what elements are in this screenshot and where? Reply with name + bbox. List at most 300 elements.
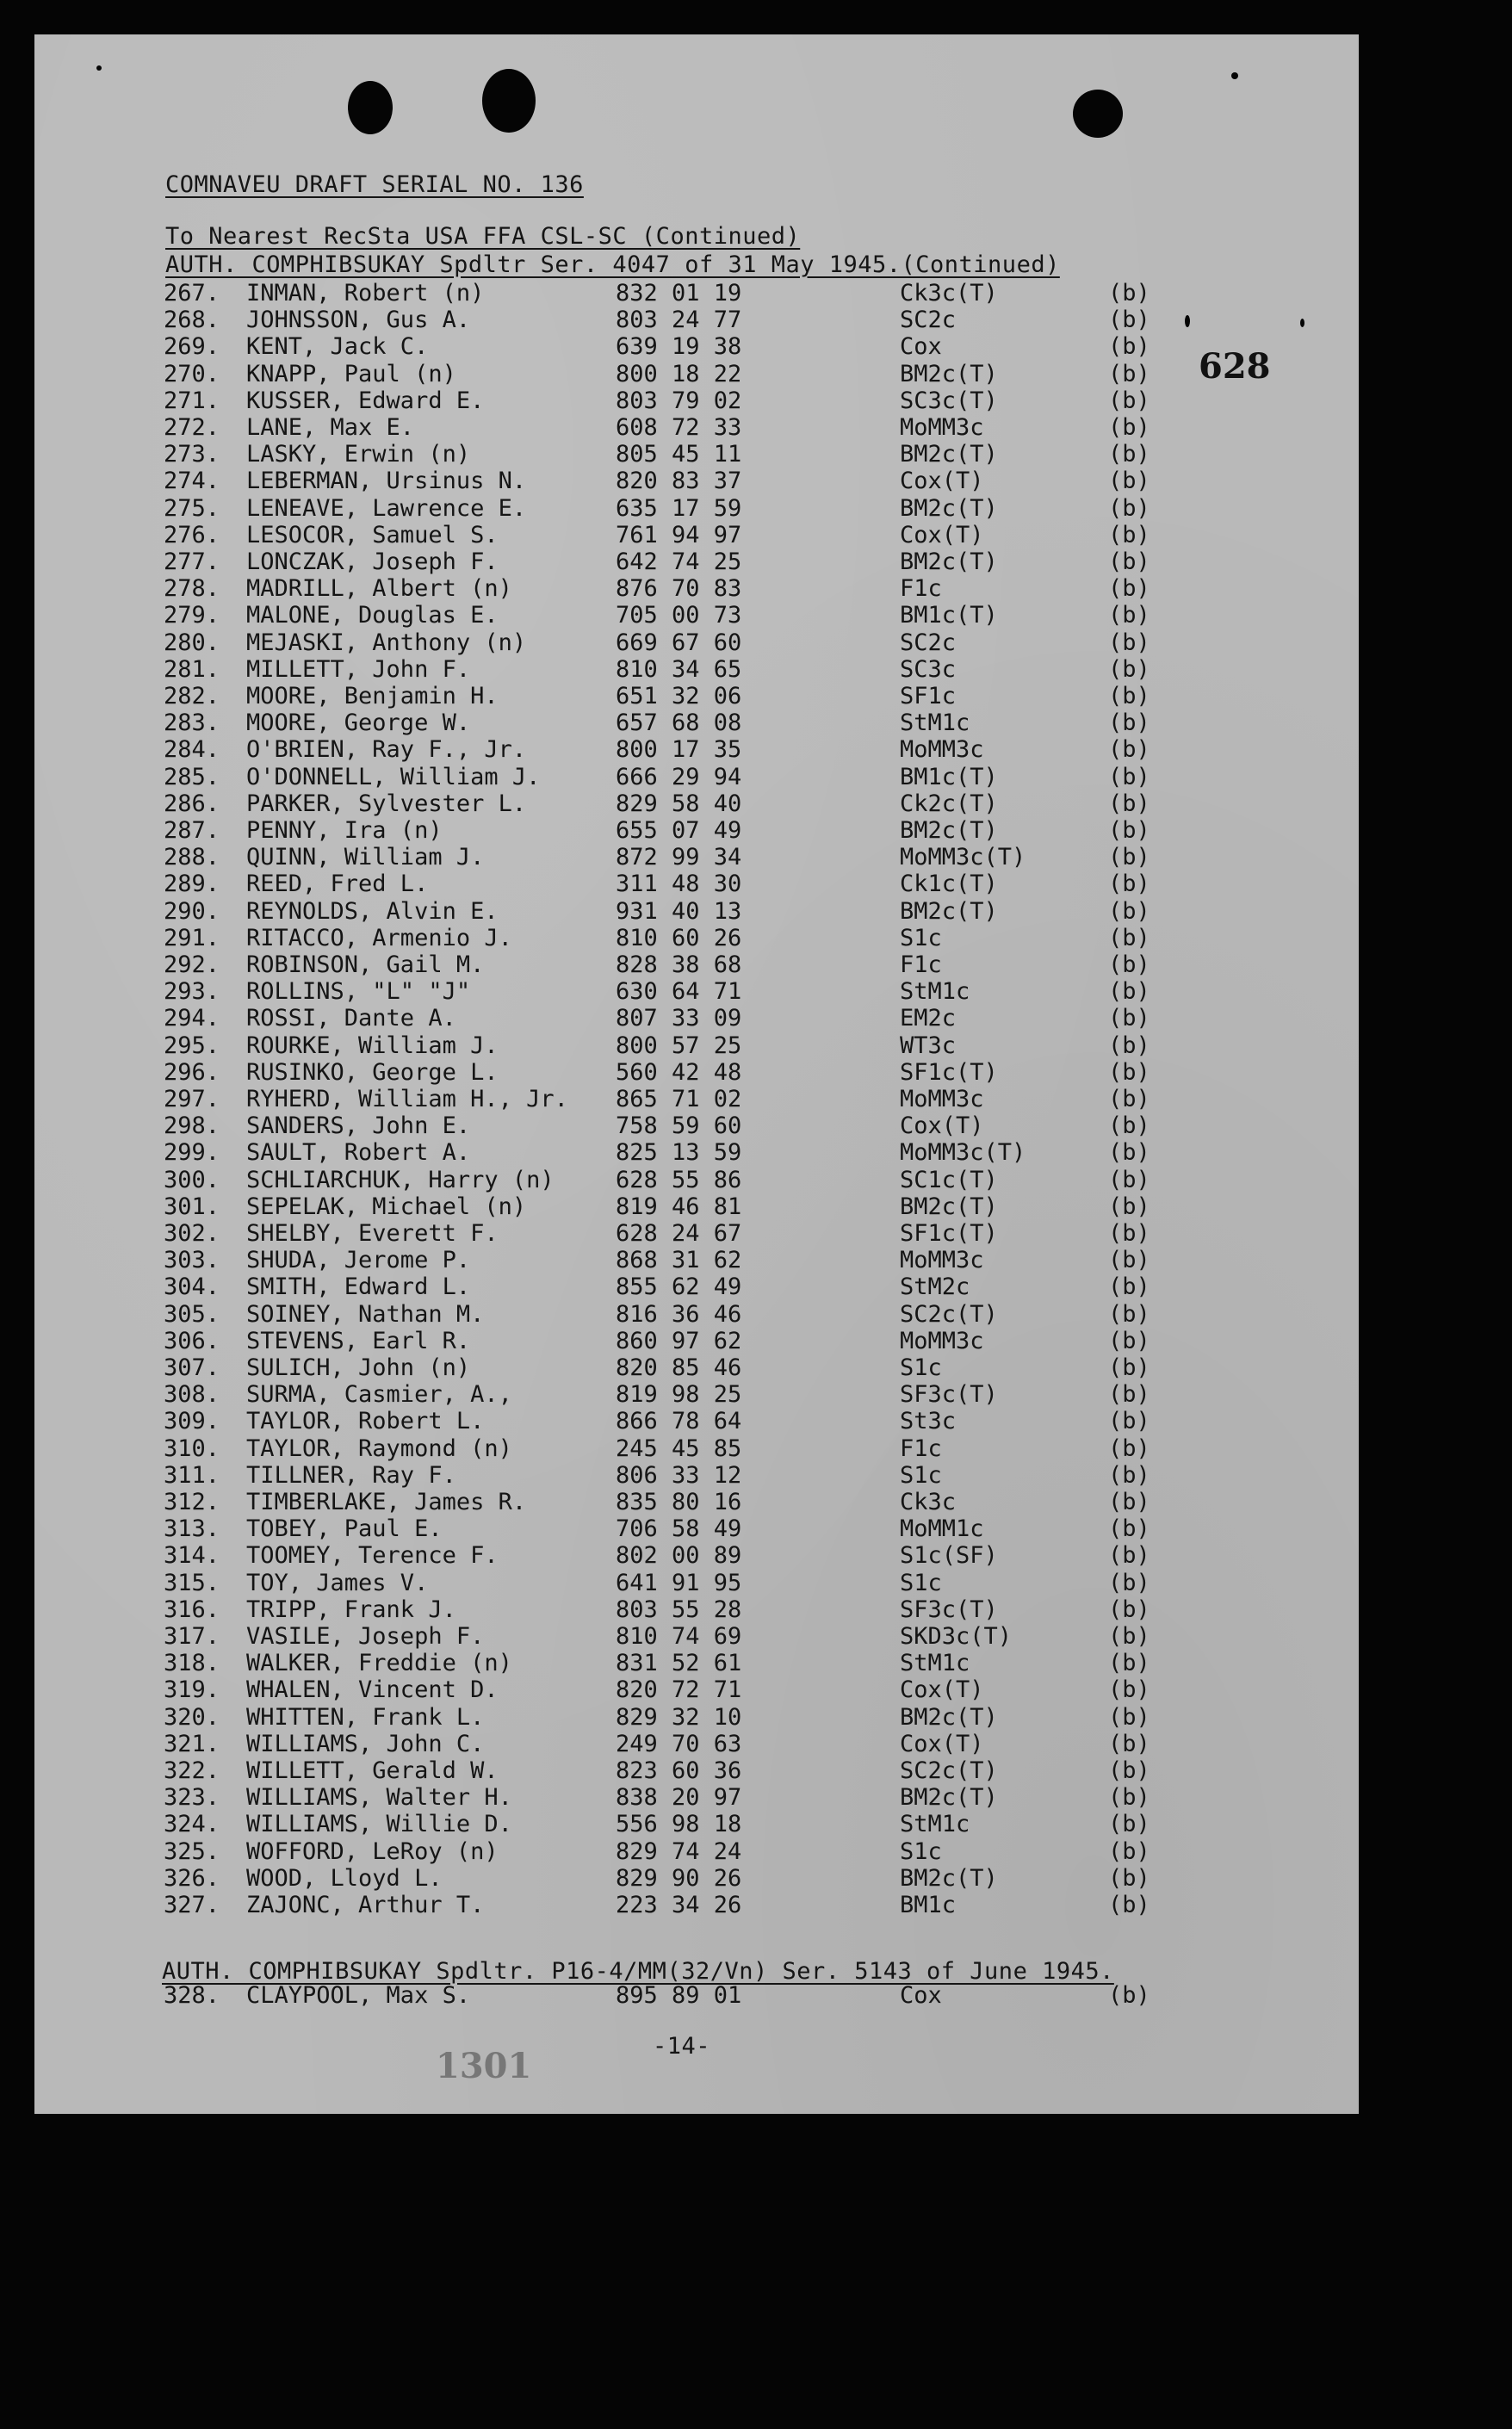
row-number: 319. (164, 1676, 220, 1704)
row-code: (b) (1108, 1461, 1150, 1489)
row-name: STEVENS, Earl R. (246, 1327, 471, 1354)
dust-speck (1231, 72, 1238, 79)
row-name: WILLETT, Gerald W. (246, 1757, 499, 1784)
row-rate: Cox (900, 333, 942, 361)
row-rate: BM2c(T) (900, 1703, 998, 1731)
row-code: (b) (1108, 1489, 1150, 1515)
row-name: TAYLOR, Robert L. (246, 1408, 485, 1435)
row-number: 327. (164, 1892, 220, 1918)
row-code: (b) (1108, 1300, 1150, 1328)
row-service-number: 803 24 77 (616, 307, 742, 334)
row-code: (b) (1108, 1811, 1150, 1838)
list-row (34, 333, 1359, 360)
row-name: TOY, James V. (246, 1569, 429, 1596)
row-rate: BM2c(T) (900, 817, 998, 844)
row-rate: StM2c (900, 1273, 970, 1301)
list-row (34, 1650, 1359, 1676)
row-code: (b) (1108, 1139, 1150, 1167)
row-number: 325. (164, 1837, 220, 1865)
row-number: 280. (164, 629, 220, 656)
row-name: TILLNER, Ray F. (246, 1461, 456, 1489)
row-code: (b) (1108, 1569, 1150, 1596)
page-stamp-number: 628 (1199, 346, 1271, 387)
row-number: 314. (164, 1542, 220, 1570)
row-number: 278. (164, 575, 220, 603)
list-row (34, 1220, 1359, 1247)
row-name: WILLIAMS, Walter H. (246, 1784, 512, 1812)
list-row (34, 1408, 1359, 1434)
row-code: (b) (1108, 1166, 1150, 1193)
row-rate: SC2c (900, 307, 957, 334)
list-row (34, 1005, 1359, 1032)
row-number: 310. (164, 1434, 220, 1462)
row-service-number: 816 36 46 (616, 1300, 742, 1328)
row-code: (b) (1108, 280, 1150, 307)
row-name: SCHLIARCHUK, Harry (n) (246, 1166, 555, 1193)
list-row (34, 1354, 1359, 1381)
row-name: MILLETT, John F. (246, 655, 471, 683)
list-row (34, 736, 1359, 763)
list-row (34, 683, 1359, 709)
row-name: LANE, Max E. (246, 414, 415, 441)
row-number: 302. (164, 1220, 220, 1247)
row-number: 291. (164, 924, 220, 951)
list-row (34, 1139, 1359, 1166)
row-code: (b) (1108, 1650, 1150, 1677)
row-service-number: 832 01 19 (616, 280, 742, 307)
list-row (34, 1032, 1359, 1059)
row-service-number: 807 33 09 (616, 1005, 742, 1032)
row-number: 282. (164, 683, 220, 709)
row-code: (b) (1108, 1086, 1150, 1112)
row-code: (b) (1108, 1596, 1150, 1623)
row-service-number: 800 17 35 (616, 736, 742, 764)
row-number: 272. (164, 414, 220, 441)
row-service-number: 865 71 02 (616, 1086, 742, 1112)
row-service-number: 628 24 67 (616, 1220, 742, 1247)
row-rate: WT3c (900, 1032, 957, 1059)
row-rate: SC2c(T) (900, 1757, 998, 1784)
row-number: 324. (164, 1811, 220, 1838)
row-rate: BM2c(T) (900, 1784, 998, 1812)
row-code: (b) (1108, 924, 1150, 951)
row-rate: SF3c(T) (900, 1596, 998, 1623)
list-row (34, 1570, 1359, 1596)
row-service-number: 819 98 25 (616, 1381, 742, 1409)
row-rate: Ck3c(T) (900, 280, 998, 307)
row-name: PENNY, Ira (n) (246, 817, 443, 844)
row-number: 267. (164, 280, 220, 307)
row-rate: S1c (900, 1354, 942, 1381)
list-row (34, 1059, 1359, 1086)
row-service-number: 560 42 48 (616, 1058, 742, 1086)
document-page (34, 34, 1359, 2114)
row-rate: Ck1c(T) (900, 871, 998, 898)
row-code: (b) (1108, 548, 1150, 575)
list-row (34, 1247, 1359, 1273)
row-number: 307. (164, 1354, 220, 1381)
row-rate: StM1c (900, 978, 970, 1006)
row-code: (b) (1108, 897, 1150, 925)
row-service-number: 829 58 40 (616, 790, 742, 817)
list-row (34, 575, 1359, 602)
row-rate: Ck3c (900, 1489, 957, 1515)
page-number: -14- (653, 2033, 711, 2060)
row-name: WILLIAMS, John C. (246, 1730, 485, 1757)
row-rate: S1c(SF) (900, 1542, 998, 1570)
list-row (34, 1704, 1359, 1731)
row-service-number: 860 97 62 (616, 1327, 742, 1354)
row-number: 274. (164, 468, 220, 495)
row-service-number: 245 45 85 (616, 1434, 742, 1462)
row-name: JOHNSSON, Gus A. (246, 307, 471, 334)
row-service-number: 669 67 60 (616, 629, 742, 656)
row-rate: S1c (900, 1461, 942, 1489)
row-code: (b) (1108, 441, 1150, 468)
row-number: 288. (164, 844, 220, 871)
list-row (34, 602, 1359, 629)
authority-heading: AUTH. COMPHIBSUKAY Spdltr Ser. 4047 of 31 May 1945.(Continued) (165, 251, 1060, 278)
row-code: (b) (1108, 1220, 1150, 1247)
row-code: (b) (1108, 978, 1150, 1006)
row-code: (b) (1108, 1408, 1150, 1435)
row-name: LENEAVE, Lawrence E. (246, 494, 527, 522)
row-service-number: 803 55 28 (616, 1596, 742, 1623)
row-code: (b) (1108, 1542, 1150, 1570)
row-rate: S1c (900, 924, 942, 951)
row-code: (b) (1108, 736, 1150, 764)
row-service-number: 831 52 61 (616, 1650, 742, 1677)
row-name: WOFFORD, LeRoy (n) (246, 1837, 499, 1865)
row-name: CLAYPOOL, Max S. (246, 1982, 471, 2009)
list-row (34, 1811, 1359, 1837)
list-row (34, 1435, 1359, 1462)
punch-hole-right (1073, 90, 1123, 138)
dust-speck (96, 65, 102, 71)
row-number: 297. (164, 1086, 220, 1112)
row-name: RUSINKO, George L. (246, 1058, 499, 1086)
list-row (34, 280, 1359, 307)
list-row (34, 1273, 1359, 1300)
row-rate: BM2c(T) (900, 548, 998, 575)
row-number: 322. (164, 1757, 220, 1784)
row-number: 301. (164, 1193, 220, 1220)
row-code: (b) (1108, 1982, 1150, 2009)
row-code: (b) (1108, 951, 1150, 978)
list-row (34, 1757, 1359, 1784)
row-number: 312. (164, 1489, 220, 1515)
row-name: SOINEY, Nathan M. (246, 1300, 485, 1328)
list-row (34, 387, 1359, 414)
list-row (34, 1596, 1359, 1623)
row-code: (b) (1108, 1058, 1150, 1086)
row-service-number: 556 98 18 (616, 1811, 742, 1838)
row-code: (b) (1108, 1193, 1150, 1220)
row-name: WOOD, Lloyd L. (246, 1864, 443, 1892)
row-name: MOORE, George W. (246, 709, 471, 737)
row-number: 286. (164, 790, 220, 817)
row-number: 315. (164, 1569, 220, 1596)
list-row (34, 1381, 1359, 1408)
row-number: 277. (164, 548, 220, 575)
row-number: 304. (164, 1273, 220, 1301)
row-code: (b) (1108, 1515, 1150, 1543)
list-row (34, 1301, 1359, 1328)
row-name: SURMA, Casmier, A., (246, 1381, 512, 1409)
list-row (34, 1865, 1359, 1892)
row-code: (b) (1108, 844, 1150, 871)
row-rate: SC3c(T) (900, 387, 998, 414)
row-service-number: 249 70 63 (616, 1730, 742, 1757)
row-service-number: 223 34 26 (616, 1892, 742, 1918)
row-number: 318. (164, 1650, 220, 1677)
row-rate: BM1c (900, 1892, 957, 1918)
row-number: 273. (164, 441, 220, 468)
row-number: 285. (164, 763, 220, 790)
row-rate: BM1c(T) (900, 602, 998, 629)
row-rate: SF1c (900, 683, 957, 709)
row-service-number: 666 29 94 (616, 763, 742, 790)
row-name: SHUDA, Jerome P. (246, 1247, 471, 1274)
row-code: (b) (1108, 1273, 1150, 1301)
row-rate: MoMM3c (900, 1247, 984, 1274)
row-service-number: 802 00 89 (616, 1542, 742, 1570)
row-number: 299. (164, 1139, 220, 1167)
row-rate: MoMM3c (900, 736, 984, 764)
row-name: TIMBERLAKE, James R. (246, 1489, 527, 1515)
row-number: 321. (164, 1730, 220, 1757)
row-rate: Cox(T) (900, 1730, 984, 1757)
row-code: (b) (1108, 602, 1150, 629)
row-rate: StM1c (900, 1650, 970, 1677)
row-name: ROURKE, William J. (246, 1032, 499, 1059)
row-number: 300. (164, 1166, 220, 1193)
bottom-stamp: 1301 (436, 2046, 532, 2086)
row-service-number: 810 34 65 (616, 655, 742, 683)
row-name: RYHERD, William H., Jr. (246, 1086, 568, 1112)
row-name: KUSSER, Edward E. (246, 387, 485, 414)
row-number: 326. (164, 1864, 220, 1892)
row-code: (b) (1108, 1784, 1150, 1812)
row-code: (b) (1108, 1730, 1150, 1757)
row-name: ROLLINS, "L" "J" (246, 978, 471, 1006)
list-row (34, 1542, 1359, 1569)
row-number: 298. (164, 1112, 220, 1140)
row-rate: StM1c (900, 709, 970, 737)
list-row (34, 898, 1359, 925)
row-rate: St3c (900, 1408, 957, 1435)
row-rate: EM2c (900, 1005, 957, 1032)
list-row (34, 1623, 1359, 1650)
row-service-number: 628 55 86 (616, 1166, 742, 1193)
row-service-number: 820 72 71 (616, 1676, 742, 1704)
list-row (34, 548, 1359, 575)
row-service-number: 895 89 01 (616, 1982, 742, 2009)
row-number: 292. (164, 951, 220, 978)
row-code: (b) (1108, 683, 1150, 709)
row-rate: SF1c(T) (900, 1058, 998, 1086)
row-rate: BM2c(T) (900, 1193, 998, 1220)
row-service-number: 876 70 83 (616, 575, 742, 603)
row-name: WHALEN, Vincent D. (246, 1676, 499, 1704)
row-code: (b) (1108, 1327, 1150, 1354)
row-name: QUINN, William J. (246, 844, 485, 871)
list-row (34, 1086, 1359, 1112)
row-service-number: 630 64 71 (616, 978, 742, 1006)
row-service-number: 810 60 26 (616, 924, 742, 951)
list-row (34, 656, 1359, 683)
draft-serial-title: COMNAVEU DRAFT SERIAL NO. 136 (165, 171, 584, 198)
list-row (34, 1193, 1359, 1220)
row-service-number: 868 31 62 (616, 1247, 742, 1274)
list-row (34, 495, 1359, 522)
row-code: (b) (1108, 1434, 1150, 1462)
row-rate: SC3c (900, 655, 957, 683)
list-row (34, 844, 1359, 871)
row-code: (b) (1108, 763, 1150, 790)
row-name: MEJASKI, Anthony (n) (246, 629, 527, 656)
row-rate: MoMM3c (900, 1086, 984, 1112)
row-code: (b) (1108, 1864, 1150, 1892)
row-name: SANDERS, John E. (246, 1112, 471, 1140)
row-code: (b) (1108, 1757, 1150, 1784)
row-code: (b) (1108, 1623, 1150, 1650)
row-code: (b) (1108, 1892, 1150, 1918)
row-service-number: 639 19 38 (616, 333, 742, 361)
row-number: 281. (164, 655, 220, 683)
row-number: 276. (164, 521, 220, 548)
row-number: 270. (164, 360, 220, 387)
row-rate: MoMM3c(T) (900, 1139, 1026, 1167)
list-row (34, 1112, 1359, 1139)
row-service-number: 829 90 26 (616, 1864, 742, 1892)
final-list-row (34, 1982, 1359, 2009)
row-number: 317. (164, 1623, 220, 1650)
row-rate: F1c (900, 575, 942, 603)
list-row (34, 1462, 1359, 1489)
row-service-number: 800 57 25 (616, 1032, 742, 1059)
second-authority-heading: AUTH. COMPHIBSUKAY Spdltr. P16-4/MM(32/Vn) Ser. 5143 of June 1945. (162, 1958, 1114, 1985)
row-rate: MoMM3c (900, 1327, 984, 1354)
row-number: 296. (164, 1058, 220, 1086)
row-service-number: 705 00 73 (616, 602, 742, 629)
row-service-number: 819 46 81 (616, 1193, 742, 1220)
row-code: (b) (1108, 1676, 1150, 1704)
row-service-number: 810 74 69 (616, 1623, 742, 1650)
row-service-number: 828 38 68 (616, 951, 742, 978)
row-rate: SF3c(T) (900, 1381, 998, 1409)
row-rate: Cox(T) (900, 1676, 984, 1704)
row-service-number: 706 58 49 (616, 1515, 742, 1543)
row-number: 323. (164, 1784, 220, 1812)
row-service-number: 608 72 33 (616, 414, 742, 441)
list-row (34, 951, 1359, 978)
row-code: (b) (1108, 333, 1150, 361)
row-service-number: 657 68 08 (616, 709, 742, 737)
row-rate: BM2c(T) (900, 441, 998, 468)
list-row (34, 1731, 1359, 1757)
row-code: (b) (1108, 1005, 1150, 1032)
row-number: 275. (164, 494, 220, 522)
row-service-number: 820 83 37 (616, 468, 742, 495)
row-name: PARKER, Sylvester L. (246, 790, 527, 817)
row-service-number: 805 45 11 (616, 441, 742, 468)
list-row (34, 1838, 1359, 1865)
row-service-number: 931 40 13 (616, 897, 742, 925)
row-name: REED, Fred L. (246, 871, 429, 898)
row-number: 308. (164, 1381, 220, 1409)
row-service-number: 803 79 02 (616, 387, 742, 414)
row-name: WILLIAMS, Willie D. (246, 1811, 512, 1838)
row-name: VASILE, Joseph F. (246, 1623, 485, 1650)
list-row (34, 468, 1359, 494)
punch-hole-left (348, 81, 393, 134)
list-row (34, 1892, 1359, 1918)
row-service-number: 829 32 10 (616, 1703, 742, 1731)
row-code: (b) (1108, 790, 1150, 817)
row-code: (b) (1108, 1247, 1150, 1274)
row-name: ZAJONC, Arthur T. (246, 1892, 485, 1918)
row-code: (b) (1108, 468, 1150, 495)
row-rate: Cox (900, 1982, 942, 2009)
row-code: (b) (1108, 360, 1150, 387)
row-name: ROBINSON, Gail M. (246, 951, 485, 978)
list-row (34, 1167, 1359, 1193)
row-code: (b) (1108, 709, 1150, 737)
row-code: (b) (1108, 387, 1150, 414)
row-service-number: 642 74 25 (616, 548, 742, 575)
list-row (34, 307, 1359, 333)
row-service-number: 823 60 36 (616, 1757, 742, 1784)
row-name: SHELBY, Everett F. (246, 1220, 499, 1247)
row-name: MADRILL, Albert (n) (246, 575, 512, 603)
row-code: (b) (1108, 1032, 1150, 1059)
row-rate: SF1c(T) (900, 1220, 998, 1247)
row-service-number: 651 32 06 (616, 683, 742, 709)
row-rate: SC2c(T) (900, 1300, 998, 1328)
list-row (34, 361, 1359, 387)
row-service-number: 806 33 12 (616, 1461, 742, 1489)
row-service-number: 872 99 34 (616, 844, 742, 871)
row-name: WHITTEN, Frank L. (246, 1703, 485, 1731)
row-number: 316. (164, 1596, 220, 1623)
row-rate: Cox(T) (900, 1112, 984, 1140)
row-number: 279. (164, 602, 220, 629)
list-row (34, 709, 1359, 736)
list-row (34, 1676, 1359, 1703)
row-name: ROSSI, Dante A. (246, 1005, 456, 1032)
row-rate: Cox(T) (900, 468, 984, 495)
row-rate: StM1c (900, 1811, 970, 1838)
list-row (34, 925, 1359, 951)
row-code: (b) (1108, 1837, 1150, 1865)
row-name: KENT, Jack C. (246, 333, 429, 361)
row-name: LESOCOR, Samuel S. (246, 521, 499, 548)
row-rate: BM2c(T) (900, 897, 998, 925)
row-service-number: 758 59 60 (616, 1112, 742, 1140)
row-code: (b) (1108, 1381, 1150, 1409)
row-code: (b) (1108, 1354, 1150, 1381)
row-name: MALONE, Douglas E. (246, 602, 499, 629)
row-rate: Cox(T) (900, 521, 984, 548)
row-name: LASKY, Erwin (n) (246, 441, 471, 468)
row-rate: BM2c(T) (900, 494, 998, 522)
row-number: 309. (164, 1408, 220, 1435)
row-code: (b) (1108, 655, 1150, 683)
row-service-number: 855 62 49 (616, 1273, 742, 1301)
row-service-number: 825 13 59 (616, 1139, 742, 1167)
row-rate: S1c (900, 1569, 942, 1596)
